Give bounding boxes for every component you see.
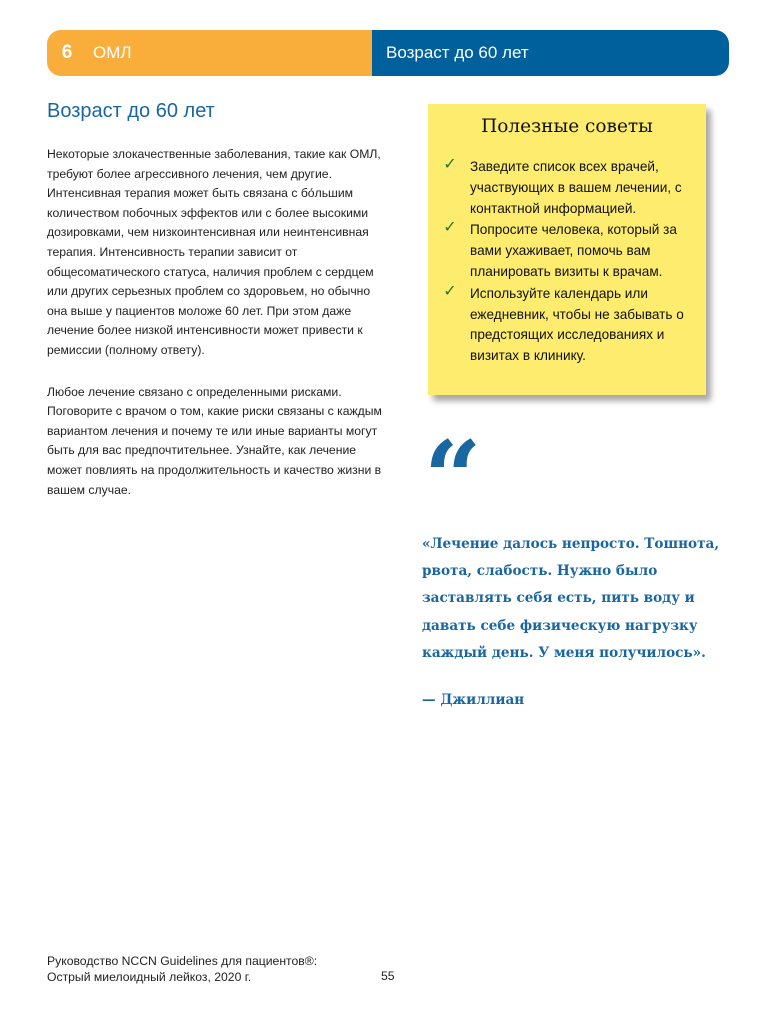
- footer-guide-title: Руководство NCCN Guidelines для пациентов®:: [47, 954, 318, 968]
- tip-text: Используйте календарь или ежедневник, чтобы не забывать о предстоящих исследованиях и визитах в клинику.: [470, 285, 684, 364]
- tip-text: Заведите список всех врачей, участвующих в вашем лечении, с контактной информацией.: [470, 159, 682, 216]
- main-content: [47, 100, 382, 522]
- chapter-header: [47, 30, 729, 76]
- paragraph-1: Некоторые злокачественные заболевания, такие как ОМЛ, требуют более агрессивного лечения, чем другие. Интенсивная терапия может быть связана с бо́льшим количеством побочных эффектов или с более высокими дозировками, чем низкоинтенсивная или неинтенсивная терапия. Интенсивность терапии зависит от общесоматического статуса, наличия проблем с сердцем или других серьезных проблем со здоровьем, но обычно она выше у пациентов моложе 60 лет. При этом даже лечение более низкой интенсивности может привести к ремиссии (полному ответу).: [47, 147, 381, 357]
- chapter-tab: [47, 30, 372, 76]
- quote-author: — Джиллиан: [422, 692, 525, 708]
- patient-quote: «Лечение далось непросто. Тошнота, рвота, слабость. Нужно было заставлять себя есть, пить воду и давать себе физическую нагрузку каждый день. У меня получилось».: [422, 536, 720, 661]
- paragraph-2: Любое лечение связано с определенными рисками. Поговорите с врачом о том, какие риски связаны с каждым вариантом лечения и почему те или иные варианты могут быть для вас предпочтительнее. Узнайте, как лечение может повлиять на продолжительность и качество жизни в вашем случае.: [47, 384, 382, 497]
- tip-item: [428, 220, 706, 282]
- checkmark-icon: ✓: [443, 282, 457, 300]
- tips-box: [428, 104, 706, 395]
- footer: [47, 953, 317, 985]
- chapter-number: 6: [61, 42, 73, 63]
- tip-item: [428, 157, 706, 219]
- tip-text: Попросите человека, который за вами ухаживает, помочь вам планировать визиты к врачам.: [470, 222, 677, 279]
- checkmark-icon: ✓: [443, 156, 457, 173]
- page-title: Возраст до 60 лет: [47, 100, 215, 122]
- page-number: 55: [381, 969, 395, 983]
- chapter-title: Возраст до 60 лет: [372, 30, 729, 76]
- quote-mark-icon: “: [424, 419, 482, 537]
- tips-title: Полезные советы: [481, 116, 653, 137]
- footer-guide-subtitle: Острый миелоидный лейкоз, 2020 г.: [47, 970, 252, 984]
- tip-item: [428, 284, 706, 367]
- chapter-section: ОМЛ: [93, 43, 132, 62]
- tips-list: [428, 157, 706, 367]
- checkmark-icon: ✓: [443, 219, 457, 237]
